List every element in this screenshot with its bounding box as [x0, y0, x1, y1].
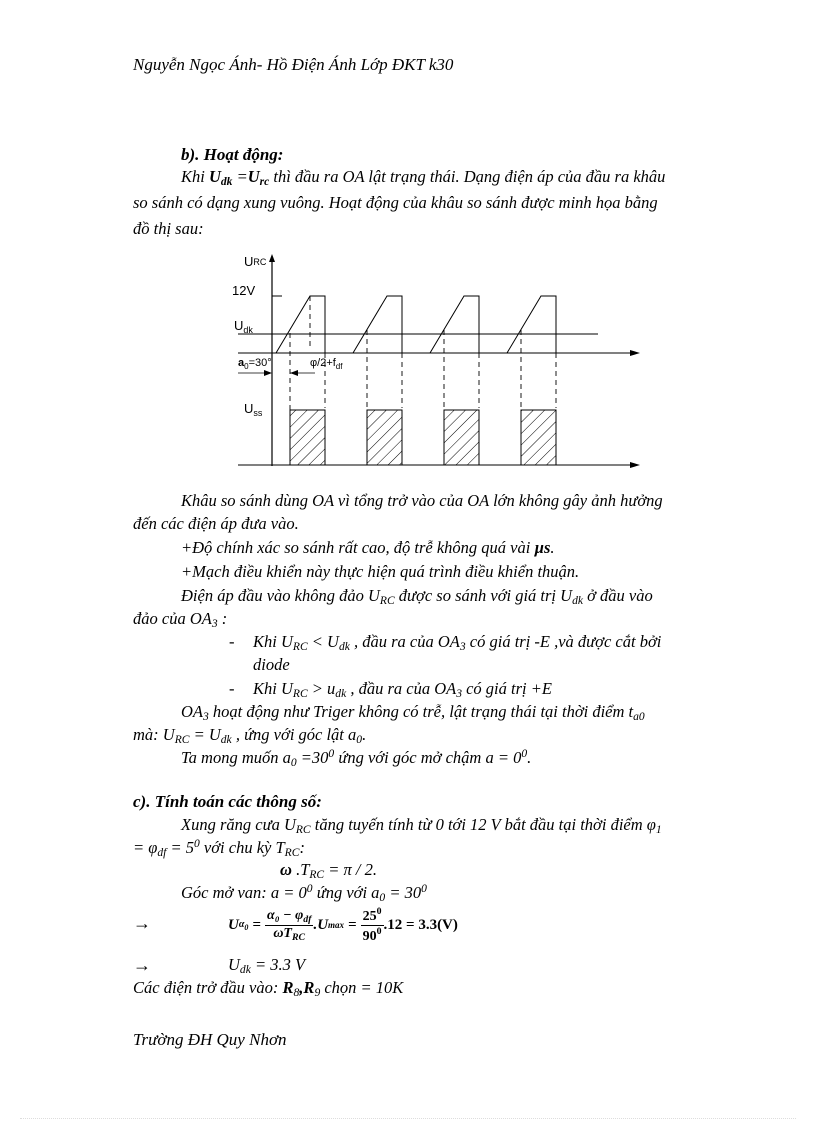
body-line-4: +Mạch điều khiển này thực hiện quá trình điều khiển thuận.	[181, 562, 580, 581]
label-12v: 12V	[232, 283, 256, 298]
body-line-7: $OA_3$ hoạt động như Triger không có trễ, lật trạng thái tại thời điểm $t_{a0}$	[181, 702, 645, 723]
section-b-line-2: so sánh có dạng xung vuông. Hoạt động của khâu so sánh được minh họa bằng	[133, 193, 658, 212]
body-line-5: Điện áp đầu vào không đảo $U_{RC}$ được so sánh với giá trị $U_{dk}$ ở đầu vào	[181, 586, 653, 607]
page-bottom-rule	[20, 1118, 796, 1119]
body-line-2: đến các điện áp đưa vào.	[133, 514, 299, 533]
comparator-waveform-diagram	[220, 248, 650, 478]
section-b-line-3: đồ thị sau:	[133, 219, 204, 238]
body-line-6: đảo của $OA_3$ :	[133, 609, 228, 630]
time-axis-top-arrow	[630, 350, 640, 356]
y-label-urc: URC	[244, 254, 267, 269]
section-b-line-1: Khi $U_{dk} =U_{rc}$ thì đầu ra OA lật trạng thái. Dạng điện áp của đầu ra khâu	[181, 167, 666, 188]
section-c-line-2: = $\varphi_{df} = 5^0$ với chu kỳ $T_{RC}$:	[133, 838, 305, 859]
section-b-title: b). Hoạt động:	[181, 145, 284, 164]
arrow-1: →	[133, 913, 151, 933]
time-axis-bottom-arrow	[630, 462, 640, 468]
result-udk: $U_{dk} = 3.3$ V	[228, 955, 306, 976]
bullet-1-continuation: diode	[253, 655, 290, 674]
bullet-2: Khi $U_{RC} > u_{dk}$ , đầu ra của $OA_3$ có giá trị +E	[253, 679, 552, 700]
bullet-1-dash: -	[229, 632, 235, 651]
sawtooth-signal	[276, 296, 556, 353]
page-header: Nguyễn Ngọc Ánh- Hồ Điện Ánh Lớp ĐKT k30	[133, 55, 454, 74]
output-pulses	[290, 410, 556, 465]
section-c-line-4: Góc mở van: $a = 0^0$ ứng với $a_0 = 30^0$	[181, 883, 427, 904]
body-line-8: mà: $U_{RC} = U_{dk}$ , ứng với góc lật $a_0$.	[133, 725, 367, 746]
page-footer: Trường ĐH Quy Nhơn	[133, 1030, 287, 1049]
section-c-line-3: ω $.T_{RC} = \pi / 2$.	[280, 860, 378, 881]
fraction-1: $\alpha_0 - \varphi_{df}$ $\omega T_{RC}$	[266, 907, 312, 943]
dashed-guides	[290, 296, 556, 448]
section-c-title: c). Tính toán các thông số:	[133, 792, 322, 811]
formula-u-alpha: U $\alpha_0$ = $\alpha_0 - \varphi_{df}$ $\omega T_{RC}$ .U max = $\frac{25^0}{90^0}$ .12 = 3.3(V)	[228, 905, 458, 944]
fraction-2: $\frac{25^0}{90^0}$	[362, 905, 382, 944]
result-resistors: Các điện trở đầu vào: $R_8,R_9$ chọn = 10K	[133, 978, 404, 999]
label-alpha: $a_0=30^\circ$	[238, 357, 272, 371]
label-udk: $U_{dk}$	[234, 318, 253, 335]
section-c-line-1: Xung răng cưa $U_{RC}$ tăng tuyến tính từ 0 tới 12 V bắt đầu tại thời điểm $\varphi_1$	[181, 815, 662, 836]
label-phi: $\varphi/2+f_{df}$	[310, 357, 343, 371]
y-axis-arrow	[269, 254, 275, 262]
bullet-2-dash: -	[229, 679, 235, 698]
body-line-3: +Độ chính xác so sánh rất cao, độ trễ không quá vài µs.	[181, 538, 555, 557]
body-line-9: Ta mong muốn $a_0 =30^0$ ứng với góc mở chậm $a = 0^0$.	[181, 748, 532, 769]
bullet-1: Khi $U_{RC} < U_{dk}$ , đầu ra của $OA_3$ có giá trị -E ,và được cắt bởi	[253, 632, 662, 653]
body-line-1: Khâu so sánh dùng OA vì tổng trở vào của OA lớn không gây ảnh hưởng	[181, 491, 663, 510]
label-uss: $U_{ss}$	[244, 401, 263, 418]
arrow-2: →	[133, 955, 151, 975]
